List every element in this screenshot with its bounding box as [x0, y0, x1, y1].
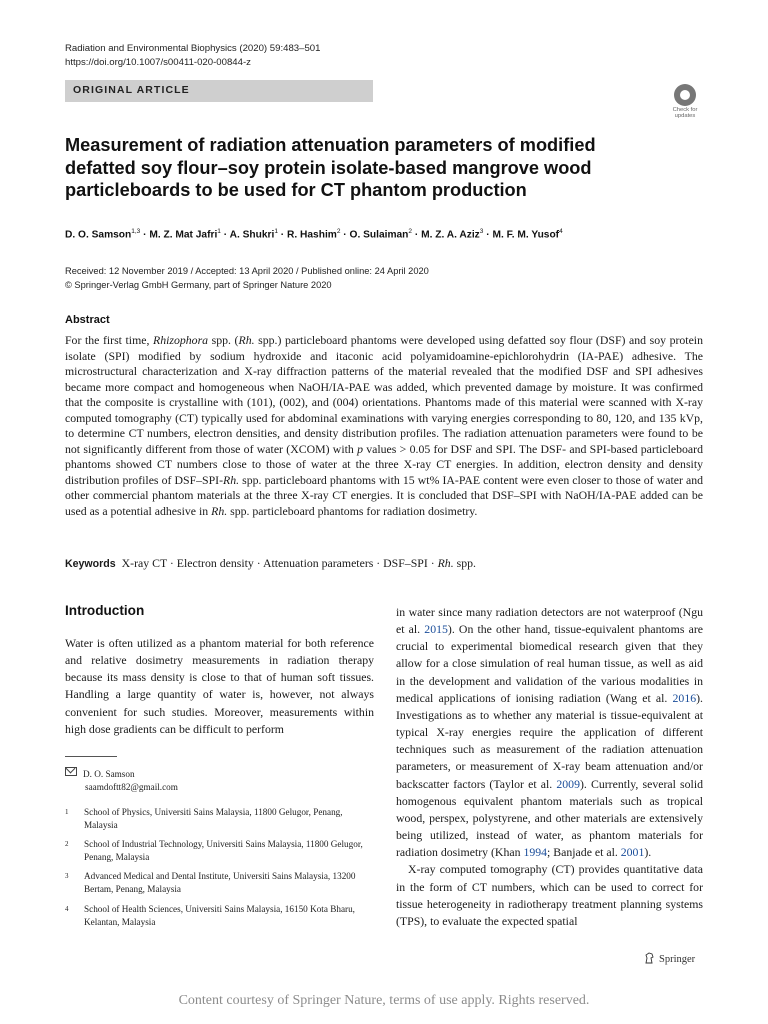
- article-title: [65, 134, 625, 202]
- author-name[interactable]: D. O. Samson: [65, 229, 132, 241]
- affiliation-item: [65, 838, 375, 868]
- affiliation-number: 1: [65, 808, 69, 816]
- introduction-heading: Introduction: [65, 603, 145, 618]
- affiliation-number: 3: [65, 872, 69, 880]
- intro-left-column: [65, 635, 374, 738]
- citation-link[interactable]: 2001: [620, 845, 645, 860]
- affiliation-text: Advanced Medical and Dental Institute, Universiti Sains Malaysia, 13200 Bertam, Penang, Malaysia: [84, 871, 356, 894]
- author-name[interactable]: A. Shukri: [229, 229, 275, 241]
- affiliation-text: School of Industrial Technology, Universiti Sains Malaysia, 11800 Gelugor, Penang, Malaysia: [84, 839, 363, 862]
- journal-citation: Radiation and Environmental Biophysics (2020) 59:483–501: [65, 43, 321, 54]
- springer-horse-icon: [644, 952, 655, 964]
- author-separator: ·: [483, 229, 493, 241]
- publisher-name: Springer: [659, 954, 696, 965]
- author-separator: ·: [340, 229, 350, 241]
- affiliation-item: [65, 903, 375, 933]
- title-line: particleboards to be used for CT phantom production: [65, 180, 527, 200]
- intro-paragraph: X-ray computed tomography (CT) provides quantitative data in the form of CT numbers, which can be used to correct for tissue heterogeneity in radiotherapy treatment planning systems (TPS), to evaluate the expected spatial: [396, 862, 703, 928]
- keywords-label: Keywords: [65, 558, 116, 570]
- intro-paragraph: in water since many radiation detectors are not waterproof (Ngu et al. 2015). On the other hand, tissue-equivalent phantoms are crucial to experimental biomedical research given that they allow for a close simulation of real human tissue, as well as aid in the development and validation of the various modalities in medical applications of ionising radiation (Wang et al. 2016). Investigations as to whether any material is tissue-equivalent at typical X-ray energies require the application of different techniques such as measurement of the radiation attenuation parameters, or measurement of X-ray beam attenuation and/or backscatter factors (Taylor et al. 2009). Currently, several solid homogenous equivalent phantom materials such as tropical wood, perspex, polystyrene, and other materials are extensively being utilized, instead of water, as phantom materials for radiation dosimetry (Khan 1994; Banjade et al. 2001).: [396, 605, 704, 860]
- footnote-divider: [65, 756, 117, 757]
- copyright-line: © Springer-Verlag GmbH Germany, part of Springer Nature 2020: [65, 279, 332, 290]
- article-type-banner: [65, 80, 373, 102]
- journal-header: [65, 42, 320, 69]
- author-separator: ·: [412, 229, 422, 241]
- doi-link[interactable]: https://doi.org/10.1007/s00411-020-00844-z: [65, 56, 251, 68]
- keywords: Keywords X-ray CT · Electron density · Attenuation parameters · DSF–SPI · Rh. spp.: [65, 556, 476, 570]
- keywords-text: X-ray CT · Electron density · Attenuation parameters · DSF–SPI ·: [121, 556, 438, 570]
- author-affiliation-marker: 3: [479, 228, 484, 235]
- affiliation-number: 4: [65, 905, 69, 913]
- affiliation-text: School of Health Sciences, Universiti Sains Malaysia, 16150 Kota Bharu, Kelantan, Malaysia: [84, 904, 355, 927]
- author-affiliation-marker: 4: [559, 228, 563, 235]
- title-line: Measurement of radiation attenuation parameters of modified: [65, 135, 596, 155]
- author-affiliation-marker: 1,3: [131, 228, 141, 235]
- affiliation-item: [65, 806, 375, 836]
- author-name[interactable]: R. Hashim: [287, 229, 337, 241]
- author-name[interactable]: M. Z. Mat Jafri: [149, 229, 218, 241]
- title-line: defatted soy flour–soy protein isolate-based mangrove wood: [65, 157, 592, 178]
- corresponding-author-email[interactable]: saamdoftt82@gmail.com: [85, 781, 178, 792]
- intro-right-column: [396, 604, 703, 930]
- author-affiliation-marker: 1: [217, 228, 221, 235]
- affiliation-number: 2: [65, 840, 69, 848]
- author-name[interactable]: O. Sulaiman: [349, 229, 409, 241]
- author-list: [65, 228, 725, 240]
- author-name[interactable]: M. Z. A. Aziz: [421, 229, 480, 241]
- abstract-heading: Abstract: [65, 314, 110, 326]
- citation-link[interactable]: 2009: [556, 776, 580, 791]
- publication-dates: [65, 265, 429, 292]
- author-separator: ·: [220, 229, 230, 241]
- author-affiliation-marker: 1: [274, 228, 278, 235]
- affiliation-text: School of Physics, Universiti Sains Malaysia, 11800 Gelugor, Penang, Malaysia: [84, 807, 343, 830]
- author-separator: ·: [140, 229, 150, 241]
- citation-link[interactable]: 2016: [672, 690, 697, 705]
- corresponding-author: [65, 767, 375, 793]
- check-for-updates-icon: [674, 84, 696, 106]
- author-affiliation-marker: 2: [336, 228, 341, 235]
- check-for-updates-badge[interactable]: [665, 84, 705, 120]
- springer-logo: [644, 952, 695, 965]
- citation-link[interactable]: 1994: [523, 845, 548, 860]
- intro-paragraph: Water is often utilized as a phantom material for both reference and relative dosimetry measurements in radiation therapy because its mass density is close to that of human soft tissues. Handling a large quantity of water is, however, not always convenient for such studies. Moreover, measurements within high dose gradients can be difficult to perform: [65, 636, 374, 736]
- author-separator: ·: [277, 229, 288, 241]
- article-type-label: ORIGINAL ARTICLE: [73, 84, 190, 96]
- courtesy-notice: Content courtesy of Springer Nature, terms of use apply. Rights reserved.: [178, 993, 590, 1008]
- corresponding-author-name: D. O. Samson: [83, 769, 135, 779]
- envelope-icon: [65, 767, 77, 776]
- check-for-updates-label: Check for updates: [672, 107, 698, 120]
- citation-link[interactable]: 2015: [424, 622, 448, 637]
- dates-line: Received: 12 November 2019 / Accepted: 13 April 2020 / Published online: 24 April 2020: [65, 266, 429, 276]
- abstract-body: For the first time, Rhizophora spp. (Rh. spp.) particleboard phantoms were developed using defatted soy flour (DSF) and soy protein isolate (SPI) modified by sodium hydroxide and itaconic acid polyamidoamine-epichlorohydrin (IA-PAE) adhesive. The microstructural characterization and X-ray diffraction patterns of the material revealed that the modified DSF and SPI adhesives became more compact and homogeneous when NaOH/IA-PAE was added, which prevented damage by moisture. It was confirmed that the composite is crystalline with (101), (002), and (004) orientations. Phantoms made of this material were scanned with X-ray computed tomography (CT) typically used for abdominal examinations with varying energies corresponding to 80, 120, and 135 kVp, to determine CT numbers, electron densities, and density distribution profiles. The radiation attenuation parameters were found to be not significantly different from those of water (XCOM) with p values > 0.05 for DSF and SPI. The DSF- and SPI-based particleboard phantoms showed CT numbers close to those of water at the three X-ray CT energies. In addition, electron density and density distribution profiles of DSF–SPI-Rh. spp. particleboard phantoms with 15 wt% IA-PAE content were even closer to those of water and other commercial phantom materials at the three X-ray CT energies. It is concluded that DSF–SPI with NaOH/IA-PAE added can be used as a potential adhesive in Rh. spp. particleboard phantoms for radiation dosimetry.: [65, 333, 703, 519]
- affiliation-item: [65, 870, 375, 900]
- author-name[interactable]: M. F. M. Yusof: [492, 229, 560, 241]
- author-affiliation-marker: 2: [408, 228, 413, 235]
